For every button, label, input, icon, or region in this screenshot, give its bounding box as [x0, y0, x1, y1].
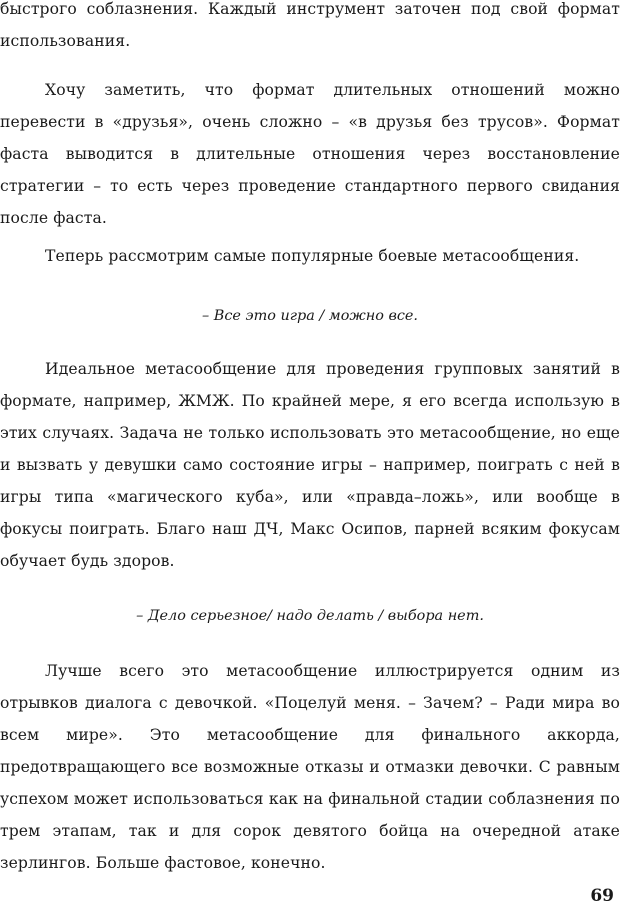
- paragraph-final-chord: Лучше всего это метасообщение иллюстрируется одним из отрывков диалога с девочкой. «Поцелуй меня. – Зачем? – Ради мира во всем мире». Это метасообщение для финального аккорда, предотвращающего все возможные отказы и отмазки девочки. С равным успехом может использоваться как на финальной стадии соблазнения по трем этапам, так и для сорок девятого бойца на очередной атаке зерлингов. Больше фастовое, конечно.: [0, 662, 620, 872]
- epigraph-serious: – Дело серьезное/ надо делать / выбора нет.: [136, 608, 484, 624]
- paragraph-group-games: Идеальное метасообщение для проведения групповых занятий в формате, например, ЖМЖ. По крайней мере, я его всегда использую в этих случаях. Задача не только использовать это метасообщение, но еще и вызвать у девушки само состояние игры – например, поиграть с ней в игры типа «магического куба», или «правда–ложь», или вообще в фокусы поиграть. Благо наш ДЧ, Макс Осипов, парней всяким фокусам обучает будь здоров.: [0, 360, 620, 570]
- page-number: 69: [590, 886, 614, 906]
- paragraph-intro-end: быстрого соблазнения. Каждый инструмент заточен под свой формат использования.: [0, 0, 620, 50]
- paragraph-popular-metamessages: Теперь рассмотрим самые популярные боевые метасообщения.: [45, 247, 580, 265]
- epigraph-game: – Все это игра / можно все.: [202, 308, 418, 324]
- paragraph-long-relationships: Хочу заметить, что формат длительных отношений можно перевести в «друзья», очень сложно – «в друзья без трусов». Формат фаста выводится в длительные отношения через восстановление стратегии – то есть через проведение стандартного первого свидания после фаста.: [0, 81, 620, 227]
